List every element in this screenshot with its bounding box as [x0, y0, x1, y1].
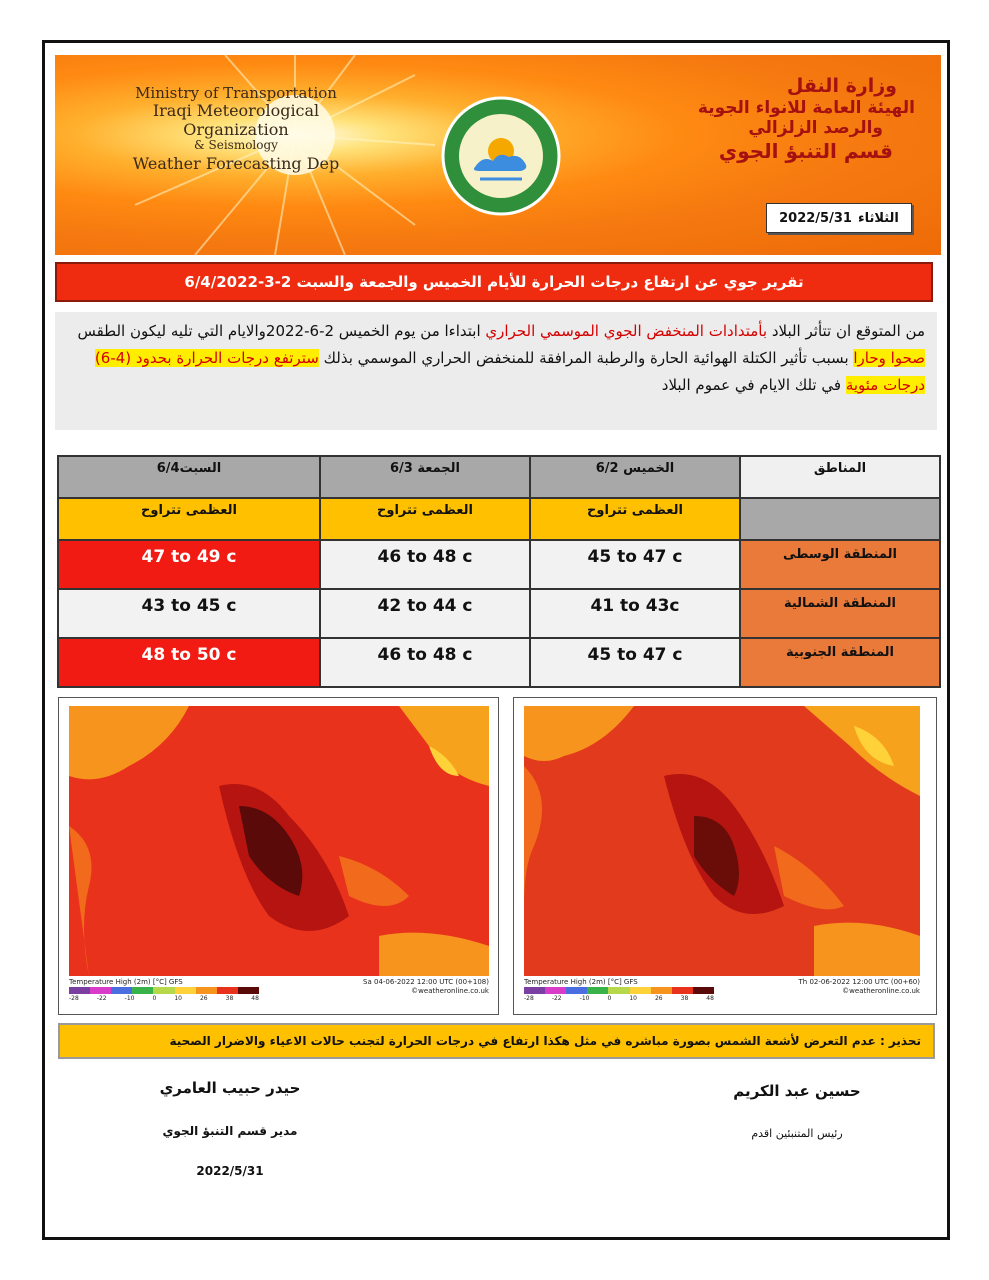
- en-org: Iraqi Meteorological Organization: [152, 101, 320, 139]
- report-date-box: [766, 203, 912, 233]
- forecast-map-saturday: [58, 697, 499, 1015]
- report-title: تقرير جوي عن ارتفاع درجات الحرارة للأيام الخميس والجمعة والسبت 2-3-6/4/2022: [184, 273, 804, 291]
- scale-tick: -28: [69, 995, 79, 1002]
- forecast-map-thursday: [513, 697, 937, 1015]
- ar-dept: قسم التنبؤ الجوي: [718, 138, 893, 163]
- cell-south-thu: 45 to 47 c: [530, 638, 740, 687]
- ar-seismology: والرصد الزلزالي: [748, 118, 883, 139]
- color-scale-bar: [69, 987, 259, 994]
- cell-south-sat: 48 to 50 c: [58, 638, 320, 687]
- map-site-credit: ©weatheronline.co.uk: [411, 987, 489, 995]
- heat-warning-bar: [58, 1023, 935, 1059]
- cell-north-thu: 41 to 43c: [530, 589, 740, 638]
- signature-left-name: حيدر حبيب العامري: [159, 1079, 301, 1097]
- scale-tick: -22: [96, 995, 107, 1002]
- map-caption-right: Th 02-06-2022 12:00 UTC (00+60): [798, 978, 920, 986]
- scale-tick: 10: [174, 995, 182, 1002]
- ar-org: الهيئة العامة للانواء الجوية: [697, 97, 915, 118]
- signature-left-date: 2022/5/31: [196, 1164, 264, 1178]
- en-dept: Weather Forecasting Dep: [132, 153, 340, 173]
- subheader-thu: العظمى تتراوح: [530, 498, 740, 540]
- cell-central-fri: 46 to 48 c: [320, 540, 530, 589]
- header-banner: [55, 55, 941, 255]
- map-caption-left: Temperature High (2m) [°C] GFS: [524, 978, 638, 986]
- report-day: الثلاثاء: [857, 210, 899, 226]
- forecast-paragraph: [55, 312, 937, 430]
- signature-right-title: رئيس المتنبئين اقدم: [751, 1127, 843, 1140]
- day-header-sat: السبت6/4: [58, 456, 320, 498]
- map-caption: [524, 978, 920, 1006]
- color-scale-ticks: [524, 995, 714, 1002]
- map-caption-right: Sa 04-06-2022 12:00 UTC (00+108): [363, 978, 489, 986]
- subheader-fri: العظمى تتراوح: [320, 498, 530, 540]
- subheader-blank: [740, 498, 940, 540]
- cell-north-fri: 42 to 44 c: [320, 589, 530, 638]
- map-site-credit: ©weatheronline.co.uk: [842, 987, 920, 995]
- scale-tick: 0: [152, 995, 157, 1002]
- table-subheader-row: [58, 498, 940, 540]
- ar-ministry: وزارة النقل: [786, 75, 897, 97]
- para-part-2: بأمتدادات المنخفض الجوي الموسمي الحراري: [485, 322, 768, 340]
- organization-logo-icon: [440, 95, 562, 217]
- table-header-row: [58, 456, 940, 498]
- regions-header: المناطق: [740, 456, 940, 498]
- table-row: [58, 540, 940, 589]
- scale-tick: 26: [654, 995, 663, 1002]
- scale-tick: 38: [225, 995, 234, 1002]
- signature-left-title: مدير قسم التنبؤ الجوي: [162, 1124, 298, 1138]
- scale-tick: 48: [706, 995, 714, 1002]
- para-part-4: صحوا وحارا: [853, 349, 925, 367]
- cell-central-sat: 47 to 49 c: [58, 540, 320, 589]
- scale-tick: 10: [629, 995, 637, 1002]
- color-scale-bar: [524, 987, 714, 994]
- heat-warning-text: تحذير : عدم التعرض لأشعة الشمس بصورة مباشره في مثل هكذا ارتفاع في درجات الحرارة لتجنب حالات الاعياء والاضرار الصحية: [169, 1034, 921, 1048]
- en-ministry: Ministry of Transportation: [135, 84, 337, 102]
- day-header-fri: الجمعة 6/3: [320, 456, 530, 498]
- en-seismology: & Seismology: [194, 138, 278, 153]
- cell-north-sat: 43 to 45 c: [58, 589, 320, 638]
- map-caption: [69, 978, 489, 1006]
- scale-tick: 0: [607, 995, 612, 1002]
- report-title-bar: [55, 262, 933, 302]
- scale-tick: -10: [579, 995, 590, 1002]
- map-caption-left: Temperature High (2m) [°C] GFS: [69, 978, 183, 986]
- scale-tick: 38: [680, 995, 689, 1002]
- cell-south-fri: 46 to 48 c: [320, 638, 530, 687]
- scale-tick: 48: [251, 995, 259, 1002]
- day-header-thu: الخميس 6/2: [530, 456, 740, 498]
- cell-central-thu: 45 to 47 c: [530, 540, 740, 589]
- report-date: 2022/5/31: [779, 210, 852, 226]
- para-part-1: من المتوقع ان تتأثر البلاد: [767, 322, 925, 340]
- scale-tick: 26: [199, 995, 208, 1002]
- scale-tick: -28: [524, 995, 534, 1002]
- arabic-org-title: [615, 75, 915, 163]
- para-part-5: بسبب تأثير الكتلة الهوائية الحارة والرطبة المرافقة للمنخفض الحراري الموسمي بذلك: [318, 349, 854, 367]
- signature-right-name: حسين عبد الكريم: [733, 1082, 861, 1100]
- para-part-3: ابتداءا من يوم الخميس 2-6-2022والايام التي تليه ليكون الطقس: [77, 322, 486, 340]
- subheader-sat: العظمى تتراوح: [58, 498, 320, 540]
- temperature-map-image: [69, 706, 489, 976]
- temperature-table: [57, 455, 941, 688]
- region-south: المنطقة الجنوبية: [740, 638, 940, 687]
- temperature-map-image: [524, 706, 920, 976]
- para-part-6: سترتفع درجات الحرارة بحدود (4-6) درجات مئوية: [94, 349, 925, 394]
- color-scale-ticks: [69, 995, 259, 1002]
- table-row: [58, 638, 940, 687]
- scale-tick: -22: [551, 995, 562, 1002]
- region-central: المنطقة الوسطى: [740, 540, 940, 589]
- scale-tick: -10: [124, 995, 135, 1002]
- region-north: المنطقة الشمالية: [740, 589, 940, 638]
- table-row: [58, 589, 940, 638]
- para-part-7: في تلك الايام في عموم البلاد: [661, 376, 846, 394]
- english-org-title: [121, 85, 351, 173]
